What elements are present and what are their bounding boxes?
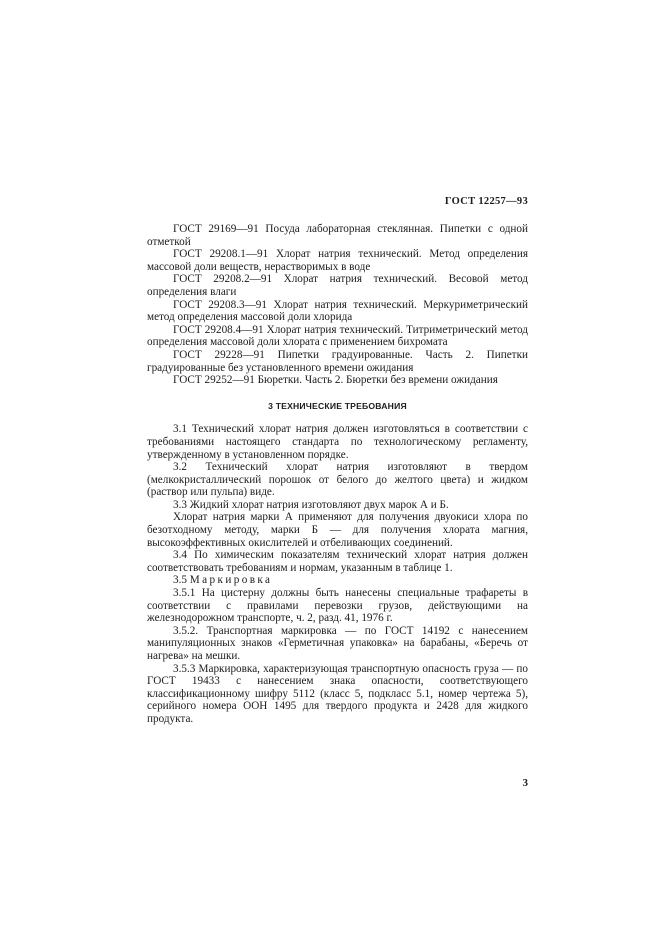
page-number: 3 <box>522 777 528 789</box>
clause-3-3: 3.3 Жидкий хлорат натрия изготовляют двух марок А и Б. <box>173 498 449 511</box>
clause-3-5 <box>147 574 528 587</box>
section-heading: 3 ТЕХНИЧЕСКИЕ ТРЕБОВАНИЯ <box>268 400 407 411</box>
document-code-header: ГОСТ 12257—93 <box>444 196 528 207</box>
reference-gost-29169: ГОСТ 29169—91 Посуда лабораторная стеклянная. Пипетки с одной отметкой <box>147 223 528 248</box>
document-body <box>147 223 528 726</box>
reference-gost-29252: ГОСТ 29252—91 Бюретки. Часть 2. Бюретки без времени ожидания <box>173 374 498 387</box>
reference-gost-29228: ГОСТ 29228—91 Пипетки градуированные. Часть 2. Пипетки градуированные без установленного времени ожидания <box>147 348 528 374</box>
clause-3-5-number: 3.5 <box>173 574 187 587</box>
clause-3-1: 3.1 Технический хлорат натрия должен изготовляться в соответствии с требованиями настоящего стандарта по технологическому регламенту, утвержденному в установленном порядке. <box>147 423 528 461</box>
clause-3-5-1: 3.5.1 На цистерну должны быть нанесены специальные трафареты в соответствии с правилами перевозки грузов, действующими на железнодорожном транспорте, ч. 2, разд. 41, 1976 г. <box>147 587 528 625</box>
reference-gost-29208-4: ГОСТ 29208.4—91 Хлорат натрия технический. Титриметрический метод определения массовой доли хлората с применением бихромата <box>147 323 528 349</box>
clause-3-5-2: 3.5.2. Транспортная маркировка — по ГОСТ 14192 с нанесением манипуляционных знаков «Герметичная упаковка» на барабаны, «Беречь от нагрева» на мешки. <box>147 624 528 662</box>
reference-gost-29208-1: ГОСТ 29208.1—91 Хлорат натрия технический. Метод определения массовой доли веществ, нерастворимых в воде <box>147 248 528 273</box>
clause-3-2: 3.2 Технический хлорат натрия изготовляют в твердом (мелкокристаллический порошок от белого до желтого цвета) и жидком (раствор или пульпа) виде. <box>147 461 528 499</box>
reference-gost-29208-3: ГОСТ 29208.3—91 Хлорат натрия технический. Меркуриметрический метод определения массовой доли хлорида <box>147 298 528 324</box>
reference-gost-29208-2: ГОСТ 29208.2—91 Хлорат натрия технический. Весовой метод определения влаги <box>147 273 528 298</box>
clause-3-5-title: Маркировка <box>189 574 273 587</box>
clause-3-4: 3.4 По химическим показателям технический хлорат натрия должен соответствовать требованиям и нормам, указанным в таблице 1. <box>147 549 528 574</box>
clause-3-3-grades: Хлорат натрия марки А применяют для получения двуокиси хлора по безотходному методу, марки Б — для получения хлората магния, высокоэффективных окислителей и отбеливающих соединений. <box>147 511 528 549</box>
clause-3-5-3: 3.5.3 Маркировка, характеризующая транспортную опасность груза — по ГОСТ 19433 с нанесением знака опасности, соответствующего классификационному шифру 5112 (класс 5, подкласс 5.1, номер чертежа 5), серийного номера ООН 1495 для твердого продукта и 2428 для жидкого продукта. <box>147 662 528 725</box>
